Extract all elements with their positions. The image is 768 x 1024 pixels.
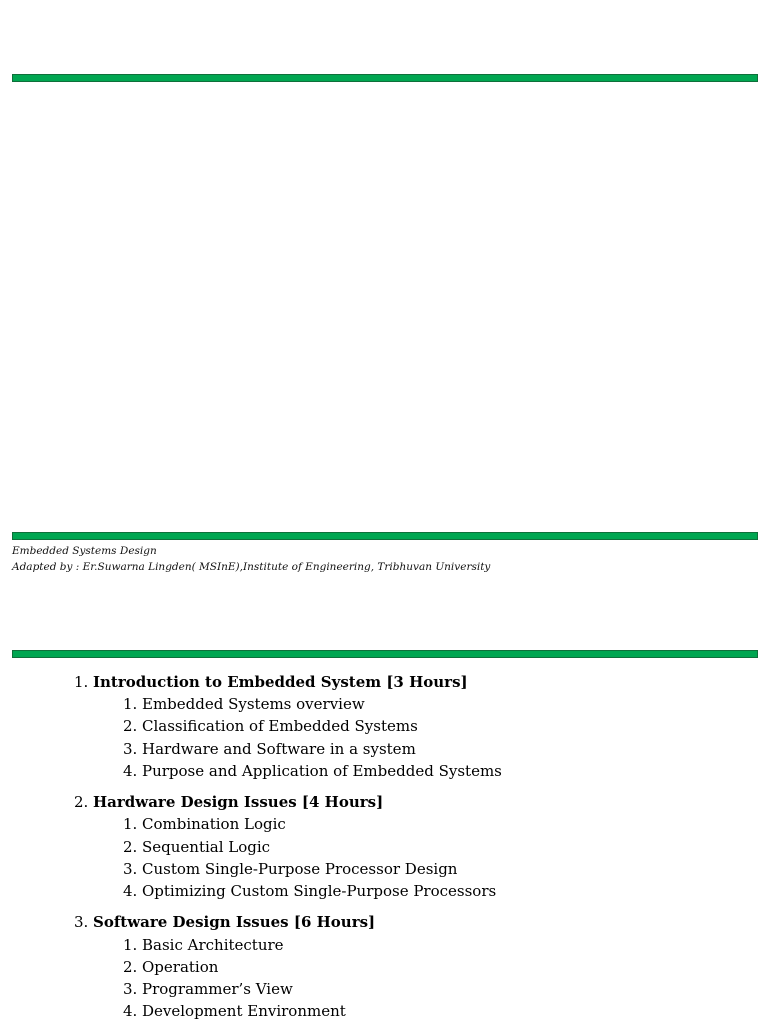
- section-number: 2.: [74, 793, 89, 812]
- subtopic-item: [123, 858, 754, 880]
- section-heading: [74, 911, 754, 933]
- subtopic-list: [123, 813, 754, 902]
- subtopic-item: [123, 738, 754, 760]
- subtopic-number: 1.: [123, 935, 138, 954]
- subtopic-number: 3.: [123, 859, 138, 878]
- top-divider-bar: [12, 74, 758, 82]
- subtopic-item: [123, 880, 754, 902]
- section-heading: [74, 671, 754, 693]
- section-number: 1.: [74, 673, 89, 691]
- subtopic-text: Embedded Systems overview: [142, 695, 365, 714]
- subtopic-text: Basic Architecture: [142, 935, 284, 954]
- subtopic-text: Custom Single-Purpose Processor Design: [142, 859, 458, 878]
- subtopic-text: Sequential Logic: [142, 837, 271, 856]
- subtopic-number: 2.: [123, 837, 138, 856]
- outline-section: [74, 911, 754, 1022]
- syllabus-outline: [74, 671, 754, 1024]
- subtopic-item: [123, 835, 754, 857]
- subtopic-number: 1.: [123, 815, 138, 834]
- subtopic-item: [123, 933, 754, 955]
- section-heading: [74, 791, 754, 813]
- outline-section: [74, 791, 754, 902]
- subtopic-text: Purpose and Application of Embedded Systems: [142, 762, 502, 781]
- subtopic-number: 1.: [123, 695, 138, 714]
- subtopic-text: Programmer’s View: [142, 980, 293, 999]
- subtopic-number: 2.: [123, 717, 138, 736]
- subtopic-item: [123, 1000, 754, 1022]
- section-title: Hardware Design Issues [4 Hours]: [93, 793, 384, 812]
- footer-attribution: Adapted by : Er.Suwarna Lingden( MSInE),Institute of Engineering, Tribhuvan University: [12, 561, 491, 573]
- subtopic-item: [123, 956, 754, 978]
- section-title: Introduction to Embedded System [3 Hours]: [93, 673, 468, 691]
- subtopic-text: Optimizing Custom Single-Purpose Processors: [142, 882, 497, 901]
- subtopic-item: [123, 715, 754, 737]
- section-number: 3.: [74, 913, 89, 932]
- footer-divider-bar: [12, 532, 758, 540]
- subtopic-list: [123, 693, 754, 782]
- subtopic-number: 4.: [123, 882, 138, 901]
- second-page-top-bar: [12, 650, 758, 658]
- section-title: Software Design Issues [6 Hours]: [93, 913, 376, 932]
- subtopic-text: Combination Logic: [142, 815, 286, 834]
- subtopic-item: [123, 693, 754, 715]
- subtopic-item: [123, 978, 754, 1000]
- subtopic-text: Classification of Embedded Systems: [142, 717, 418, 736]
- subtopic-number: 3.: [123, 739, 138, 758]
- footer-course-title: Embedded Systems Design: [12, 545, 157, 557]
- subtopic-item: [123, 813, 754, 835]
- subtopic-number: 4.: [123, 1002, 138, 1021]
- subtopic-number: 3.: [123, 980, 138, 999]
- subtopic-item: [123, 760, 754, 782]
- subtopic-text: Hardware and Software in a system: [142, 739, 416, 758]
- subtopic-number: 4.: [123, 762, 138, 781]
- subtopic-number: 2.: [123, 957, 138, 976]
- outline-section: [74, 671, 754, 782]
- slide-footer: [12, 543, 490, 575]
- subtopic-text: Operation: [142, 957, 219, 976]
- subtopic-text: Development Environment: [142, 1002, 346, 1021]
- subtopic-list: [123, 933, 754, 1022]
